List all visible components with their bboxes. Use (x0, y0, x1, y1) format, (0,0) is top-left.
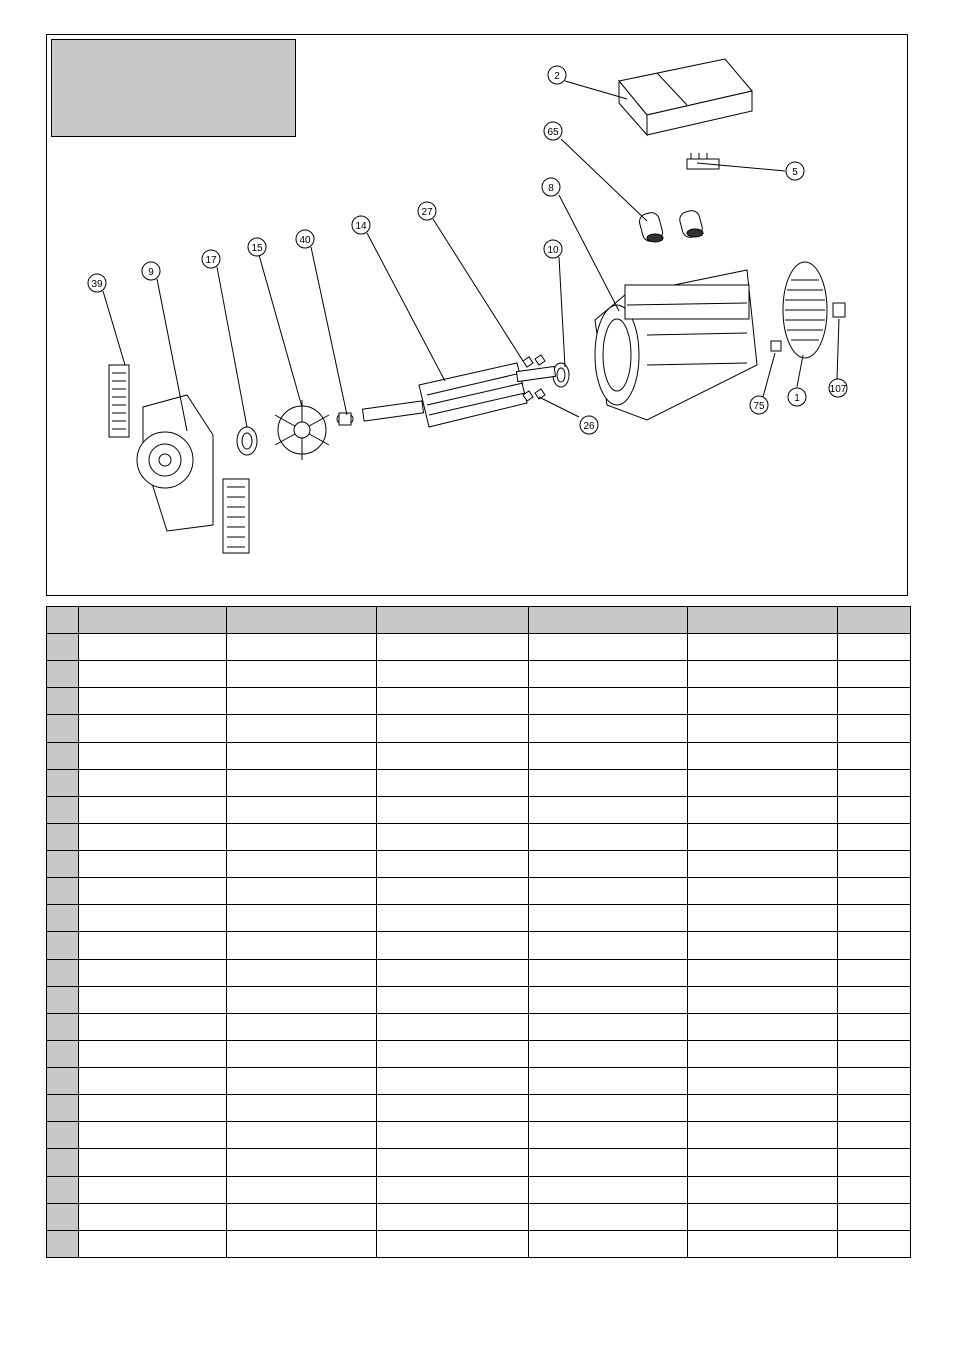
table-cell (688, 1040, 838, 1067)
table-cell (838, 1095, 911, 1122)
table-row (47, 932, 911, 959)
callout-65 (544, 122, 562, 140)
table-cell (79, 769, 227, 796)
table-cell (529, 1203, 688, 1230)
table-cell (838, 1176, 911, 1203)
table-cell (838, 769, 911, 796)
table-row-index-cell (47, 823, 79, 850)
table-row (47, 1095, 911, 1122)
table-row (47, 661, 911, 688)
callout-75 (750, 396, 768, 414)
table-row (47, 986, 911, 1013)
table-cell (377, 959, 529, 986)
callout-1 (788, 388, 806, 406)
table-row (47, 1230, 911, 1257)
table-column-header (688, 607, 838, 634)
stator-housing (595, 270, 757, 420)
table-cell (377, 986, 529, 1013)
svg-text:26: 26 (583, 421, 595, 432)
table-cell (688, 1068, 838, 1095)
table-cell (377, 715, 529, 742)
table-cell (688, 715, 838, 742)
table-cell (529, 1176, 688, 1203)
table-cell (227, 769, 377, 796)
callout-17 (202, 250, 220, 268)
table-row (47, 769, 911, 796)
table-cell (688, 1013, 838, 1040)
table-cell (838, 1230, 911, 1257)
table-cell (377, 1040, 529, 1067)
table-cell (227, 1040, 377, 1067)
table-row (47, 1068, 911, 1095)
callout-9 (142, 262, 160, 280)
table-row-index-cell (47, 1176, 79, 1203)
table-row (47, 796, 911, 823)
table-cell (79, 1176, 227, 1203)
table-cell (227, 986, 377, 1013)
table-cell (377, 796, 529, 823)
callout-40 (296, 230, 314, 248)
svg-text:65: 65 (547, 127, 559, 138)
table-row-index-cell (47, 851, 79, 878)
table-cell (688, 769, 838, 796)
table-cell (377, 851, 529, 878)
table-cell (377, 688, 529, 715)
table-cell (79, 634, 227, 661)
table-cell (688, 796, 838, 823)
table-row (47, 1122, 911, 1149)
callout-10 (544, 240, 562, 258)
callout-107 (829, 379, 847, 397)
table-cell (227, 1176, 377, 1203)
clip-part (833, 303, 845, 317)
table-cell (688, 851, 838, 878)
table-column-header (79, 607, 227, 634)
table-cell (529, 769, 688, 796)
table-row-index-cell (47, 769, 79, 796)
table-cell (377, 1122, 529, 1149)
table-column-header (47, 607, 79, 634)
table-cell (838, 715, 911, 742)
table-cell (838, 661, 911, 688)
table-cell (377, 1230, 529, 1257)
table-cell (377, 634, 529, 661)
table-cell (529, 1040, 688, 1067)
table-cell (838, 796, 911, 823)
table-cell (227, 715, 377, 742)
table-cell (838, 742, 911, 769)
table-row-index-cell (47, 932, 79, 959)
table-row-index-cell (47, 1149, 79, 1176)
table-cell (838, 823, 911, 850)
table-cell (377, 1176, 529, 1203)
table-cell (688, 688, 838, 715)
table-cell (688, 1230, 838, 1257)
table-cell (79, 796, 227, 823)
table-cell (79, 823, 227, 850)
rear-grille (783, 262, 827, 358)
table-cell (79, 905, 227, 932)
table-cell (227, 1068, 377, 1095)
table-column-header (227, 607, 377, 634)
callout-15 (248, 238, 266, 256)
table-cell (377, 1095, 529, 1122)
table-cell (838, 1040, 911, 1067)
table-cell (227, 1149, 377, 1176)
table-cell (529, 661, 688, 688)
table-column-header (377, 607, 529, 634)
table-row-index-cell (47, 878, 79, 905)
table-cell (377, 1013, 529, 1040)
table-column-header (529, 607, 688, 634)
table-cell (838, 1013, 911, 1040)
callout-39 (88, 274, 106, 292)
svg-text:75: 75 (753, 401, 765, 412)
table-row (47, 851, 911, 878)
svg-text:5: 5 (792, 167, 798, 178)
table-row (47, 1149, 911, 1176)
table-cell (377, 1149, 529, 1176)
table-cell (529, 1013, 688, 1040)
table-cell (529, 715, 688, 742)
table-cell (377, 661, 529, 688)
table-cell (377, 1203, 529, 1230)
table-cell (79, 878, 227, 905)
table-cell (529, 823, 688, 850)
svg-text:1: 1 (794, 393, 800, 404)
callout-26 (580, 416, 598, 434)
table-row (47, 1013, 911, 1040)
table-row-index-cell (47, 742, 79, 769)
table-cell (529, 1149, 688, 1176)
table-cell (79, 959, 227, 986)
table-cell (529, 688, 688, 715)
table-cell (688, 1149, 838, 1176)
table-cell (79, 1013, 227, 1040)
table-cell (79, 1203, 227, 1230)
table-cell (838, 1068, 911, 1095)
table-row-index-cell (47, 1122, 79, 1149)
table-cell (529, 851, 688, 878)
table-row (47, 959, 911, 986)
table-row-index-cell (47, 986, 79, 1013)
svg-text:2: 2 (554, 71, 560, 82)
table-cell (227, 742, 377, 769)
terminal-block (687, 153, 719, 169)
table-cell (79, 932, 227, 959)
table-row-index-cell (47, 959, 79, 986)
front-bearing (337, 413, 353, 425)
table-cell (79, 1068, 227, 1095)
table-cell (227, 1013, 377, 1040)
table-cell (529, 932, 688, 959)
table-cell (688, 823, 838, 850)
table-cell (79, 1149, 227, 1176)
table-cell (227, 905, 377, 932)
table-cell (79, 715, 227, 742)
capacitors (638, 209, 704, 243)
table-cell (688, 661, 838, 688)
table-cell (529, 742, 688, 769)
table-cell (529, 878, 688, 905)
table-cell (838, 1122, 911, 1149)
table-cell (227, 688, 377, 715)
table-cell (838, 959, 911, 986)
table-cell (227, 796, 377, 823)
table-cell (377, 742, 529, 769)
table-cell (227, 823, 377, 850)
table-cell (838, 1149, 911, 1176)
table-cell (688, 905, 838, 932)
svg-text:40: 40 (299, 235, 311, 246)
table-cell (227, 1122, 377, 1149)
svg-text:10: 10 (547, 245, 559, 256)
table-cell (377, 932, 529, 959)
table-cell (227, 878, 377, 905)
table-cell (529, 634, 688, 661)
table-cell (838, 878, 911, 905)
table-cell (377, 878, 529, 905)
table-row-index-cell (47, 715, 79, 742)
table-cell (377, 905, 529, 932)
table-row (47, 878, 911, 905)
table-cell (79, 688, 227, 715)
table-row-index-cell (47, 1095, 79, 1122)
table-column-header (838, 607, 911, 634)
exploded-diagram-frame (46, 34, 908, 596)
callout-8 (542, 178, 560, 196)
table-row-index-cell (47, 796, 79, 823)
table-cell (79, 661, 227, 688)
table-cell (688, 1095, 838, 1122)
svg-text:107: 107 (829, 384, 847, 395)
table-cell (227, 634, 377, 661)
callout-5 (786, 162, 804, 180)
table-cell (227, 1230, 377, 1257)
table-row (47, 742, 911, 769)
table-cell (838, 688, 911, 715)
table-cell (529, 1230, 688, 1257)
table-cell (688, 742, 838, 769)
table-cell (79, 1095, 227, 1122)
table-row-index-cell (47, 1068, 79, 1095)
front-end-shield (137, 395, 213, 531)
table-cell (79, 1040, 227, 1067)
table-cell (227, 851, 377, 878)
svg-text:15: 15 (251, 243, 263, 254)
table-row (47, 1176, 911, 1203)
table-row (47, 1040, 911, 1067)
table-row-index-cell (47, 634, 79, 661)
svg-text:8: 8 (548, 183, 554, 194)
callout-27 (418, 202, 436, 220)
table-cell (838, 986, 911, 1013)
table-cell (688, 1203, 838, 1230)
table-row (47, 905, 911, 932)
table-row-index-cell (47, 1013, 79, 1040)
table-cell (529, 986, 688, 1013)
table-cell (79, 742, 227, 769)
table-cell (377, 1068, 529, 1095)
parts-table (46, 606, 911, 1258)
table-cell (688, 1122, 838, 1149)
svg-text:39: 39 (91, 279, 103, 290)
table-cell (688, 932, 838, 959)
table-cell (529, 1122, 688, 1149)
exploded-view-drawing (47, 35, 909, 597)
table-row-index-cell (47, 905, 79, 932)
cooling-fan (275, 400, 329, 460)
svg-text:14: 14 (355, 221, 367, 232)
terminal-box-cover (619, 59, 752, 135)
table-cell (529, 1095, 688, 1122)
table-cell (838, 1203, 911, 1230)
table-row-index-cell (47, 661, 79, 688)
grommet-part (771, 341, 781, 351)
table-cell (688, 878, 838, 905)
table-cell (377, 769, 529, 796)
table-cell (227, 1095, 377, 1122)
table-row (47, 1203, 911, 1230)
table-cell (838, 932, 911, 959)
table-cell (688, 1176, 838, 1203)
table-row-index-cell (47, 1040, 79, 1067)
table-cell (529, 959, 688, 986)
table-cell (688, 986, 838, 1013)
table-cell (688, 959, 838, 986)
table-cell (838, 634, 911, 661)
bearing-seal (237, 427, 257, 455)
table-body (47, 634, 911, 1258)
table-cell (227, 959, 377, 986)
table-cell (79, 1230, 227, 1257)
table-cell (377, 823, 529, 850)
table-cell (838, 905, 911, 932)
table-cell (838, 851, 911, 878)
table-row (47, 634, 911, 661)
callout-2 (548, 66, 566, 84)
table-cell (227, 932, 377, 959)
table-cell (227, 661, 377, 688)
table-row (47, 823, 911, 850)
svg-text:27: 27 (421, 207, 433, 218)
table-cell (529, 1068, 688, 1095)
table-cell (529, 905, 688, 932)
svg-text:9: 9 (148, 267, 154, 278)
callout-14 (352, 216, 370, 234)
table-cell (79, 1122, 227, 1149)
table-cell (688, 634, 838, 661)
table-header-row (47, 607, 911, 634)
table-row-index-cell (47, 1203, 79, 1230)
table-row (47, 688, 911, 715)
table-cell (529, 796, 688, 823)
table-cell (79, 986, 227, 1013)
svg-text:17: 17 (205, 255, 217, 266)
table-row (47, 715, 911, 742)
table-row-index-cell (47, 688, 79, 715)
table-row-index-cell (47, 1230, 79, 1257)
table-cell (227, 1203, 377, 1230)
table-cell (79, 851, 227, 878)
